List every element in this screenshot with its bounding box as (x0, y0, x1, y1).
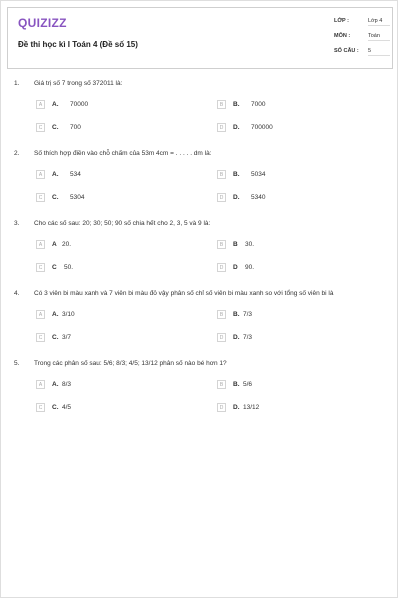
meta-class-label: LỚP : (334, 18, 349, 24)
option-checkbox[interactable]: A (36, 310, 45, 319)
question-text: Số thích hợp điền vào chỗ chấm của 53m 4cm = . . . . . dm là: (34, 150, 212, 157)
option-checkbox[interactable]: D (217, 263, 226, 272)
option-text: 5034 (251, 171, 266, 178)
question-text: Giá trị số 7 trong số 372011 là: (34, 80, 123, 87)
meta-subject-value: Toán (368, 33, 390, 41)
option-checkbox[interactable]: D (217, 193, 226, 202)
meta-count-value: 5 (368, 48, 390, 56)
option-label: B. (233, 381, 240, 388)
meta-subject-label: MÔN : (334, 33, 351, 39)
option-label: D. (233, 404, 240, 411)
option-label: D. (233, 124, 240, 131)
option-checkbox[interactable]: D (217, 403, 226, 412)
worksheet-header (7, 7, 393, 69)
option-label: B. (233, 101, 240, 108)
option-label: A. (52, 171, 59, 178)
option-checkbox[interactable]: D (217, 333, 226, 342)
question-number: 3. (14, 220, 20, 227)
option-label: A. (52, 381, 59, 388)
option-text: 13/12 (243, 404, 260, 411)
option-checkbox[interactable]: A (36, 170, 45, 179)
option-label: D. (233, 334, 240, 341)
option-checkbox[interactable]: B (217, 380, 226, 389)
option-text: 5304 (70, 194, 85, 201)
option-text: 7000 (251, 101, 266, 108)
option-label: B (233, 241, 238, 248)
option-checkbox[interactable]: B (217, 310, 226, 319)
option-text: 700000 (251, 124, 273, 131)
option-label: C. (52, 124, 59, 131)
option-text: 50. (64, 264, 74, 271)
meta-subject-row (334, 33, 390, 43)
option-label: D. (233, 194, 240, 201)
meta-count-row (334, 48, 390, 58)
option-checkbox[interactable]: A (36, 100, 45, 109)
option-checkbox[interactable]: C (36, 263, 45, 272)
option-label: B. (233, 171, 240, 178)
option-checkbox[interactable]: C (36, 123, 45, 132)
option-text: 7/3 (243, 334, 253, 341)
question-number: 2. (14, 150, 20, 157)
option-text: 534 (70, 171, 81, 178)
question-text: Trong các phân số sau: 5/6; 8/3; 4/5; 13/12 phân số nào bé hơn 1? (34, 360, 227, 367)
meta-class-value: Lớp 4 (368, 18, 390, 26)
question-number: 1. (14, 80, 20, 87)
option-checkbox[interactable]: B (217, 240, 226, 249)
option-text: 30. (245, 241, 255, 248)
option-label: D (233, 264, 238, 271)
option-checkbox[interactable]: A (36, 240, 45, 249)
option-label: A. (52, 101, 59, 108)
question-number: 4. (14, 290, 20, 297)
option-text: 700 (70, 124, 81, 131)
option-text: 90. (245, 264, 255, 271)
option-text: 5/6 (243, 381, 253, 388)
option-text: 20. (62, 241, 72, 248)
option-label: A. (52, 311, 59, 318)
option-label: C. (52, 334, 59, 341)
option-text: 3/7 (62, 334, 72, 341)
question-text: Cho các số sau: 20; 30; 50; 90 số chia hết cho 2, 3, 5 và 9 là: (34, 220, 211, 227)
option-checkbox[interactable]: B (217, 170, 226, 179)
meta-count-label: SỐ CÂU : (334, 48, 359, 54)
question-number: 5. (14, 360, 20, 367)
option-checkbox[interactable]: C (36, 193, 45, 202)
option-label: A (52, 241, 57, 248)
option-checkbox[interactable]: C (36, 333, 45, 342)
question-text: Có 3 viên bi màu xanh và 7 viên bi màu đỏ vậy phân số chỉ số viên bi màu xanh so với tổng số viên bi là (34, 290, 334, 297)
option-checkbox[interactable]: B (217, 100, 226, 109)
option-checkbox[interactable]: A (36, 380, 45, 389)
option-text: 7/3 (243, 311, 253, 318)
option-checkbox[interactable]: C (36, 403, 45, 412)
option-text: 70000 (70, 101, 89, 108)
page-title: Đề thi học kì I Toán 4 (Đề số 15) (18, 40, 138, 49)
option-label: C. (52, 194, 59, 201)
option-label: C. (52, 404, 59, 411)
option-text: 5340 (251, 194, 266, 201)
meta-class-row (334, 18, 390, 28)
option-checkbox[interactable]: D (217, 123, 226, 132)
quizizz-logo: QUIZIZZ (18, 16, 67, 30)
option-label: B. (233, 311, 240, 318)
option-text: 3/10 (62, 311, 75, 318)
option-text: 8/3 (62, 381, 72, 388)
option-label: C (52, 264, 57, 271)
option-text: 4/5 (62, 404, 72, 411)
